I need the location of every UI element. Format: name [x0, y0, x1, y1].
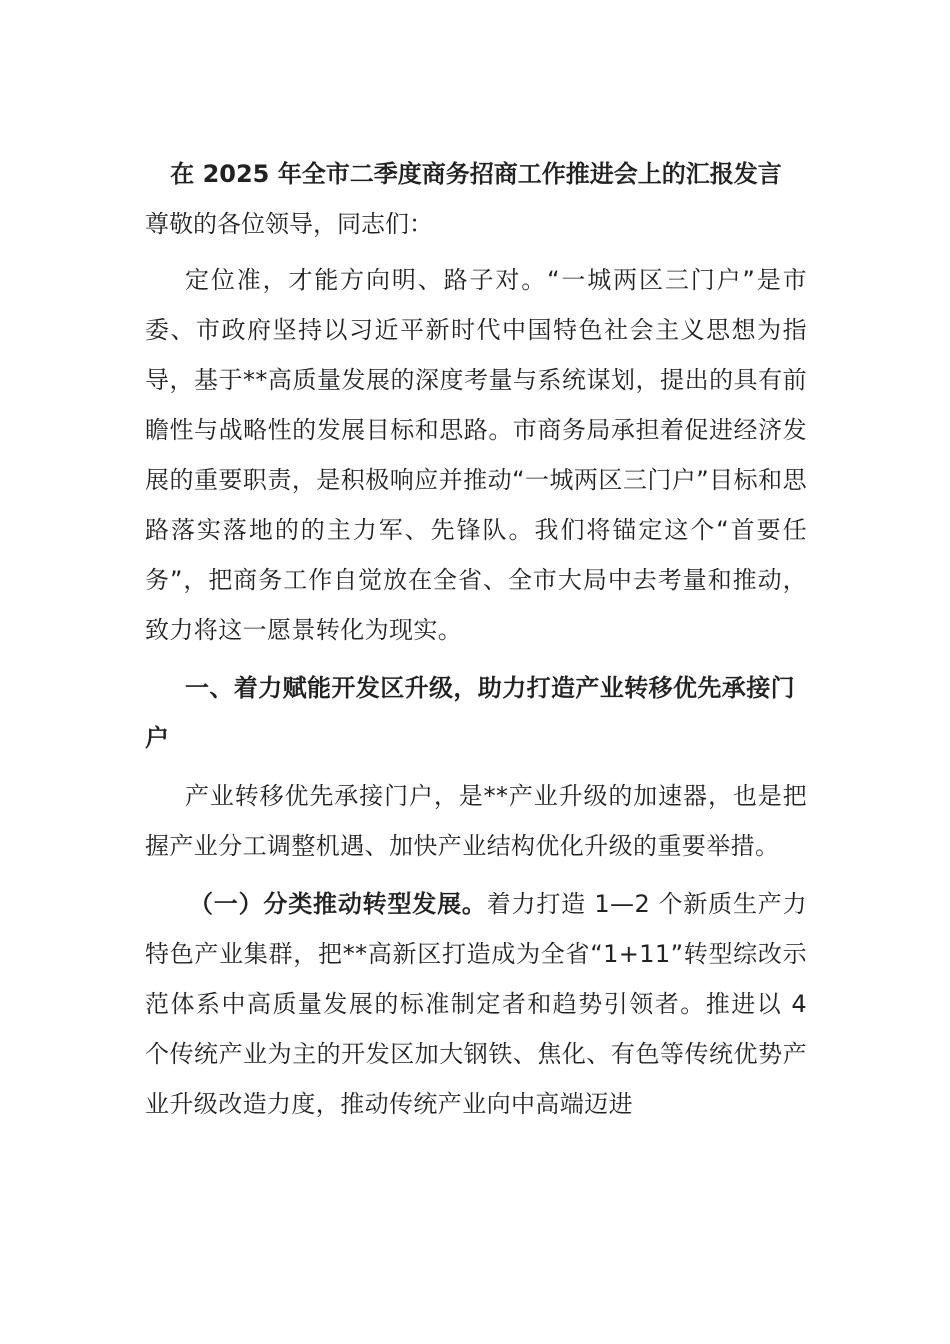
- paragraph-subsection-1: [145, 879, 807, 1129]
- subsection-text-1: 着力打造 1—2 个新质生产力特色产业集群，把**高新区打造成为全省“1+11”转型综改示范体系中高质量发展的标准制定者和趋势引领者。推进以 4 个传统产业为主的开发区加大钢铁、焦化、有色等传统优势产业升级改造力度，推动传统产业向中高端迈进: [145, 890, 807, 1118]
- document-body: [145, 152, 807, 1129]
- document-title: 在 2025 年全市二季度商务招商工作推进会上的汇报发言: [170, 160, 782, 188]
- paragraph-section-1: 产业转移优先承接门户，是**产业升级的加速器，也是把握产业分工调整机遇、加快产业结构优化升级的重要举措。: [145, 782, 807, 860]
- subsection-heading-1: （一）分类推动转型发展。: [189, 890, 487, 918]
- paragraph-intro: 定位准，才能方向明、路子对。“一城两区三门户”是市委、市政府坚持以习近平新时代中国特色社会主义思想为指导，基于**高质量发展的深度考量与系统谋划，提出的具有前瞻性与战略性的发展目标和思路。市商务局承担着促进经济发展的重要职责，是积极响应并推动“一城两区三门户”目标和思路落实落地的的主力军、先锋队。我们将锚定这个“首要任务”，把商务工作自觉放在全省、全市大局中去考量和推动，致力将这一愿景转化为现实。: [145, 266, 807, 644]
- salutation: 尊敬的各位领导，同志们：: [145, 210, 433, 238]
- section-heading-1: 一、着力赋能开发区升级，助力打造产业转移优先承接门户: [145, 674, 795, 752]
